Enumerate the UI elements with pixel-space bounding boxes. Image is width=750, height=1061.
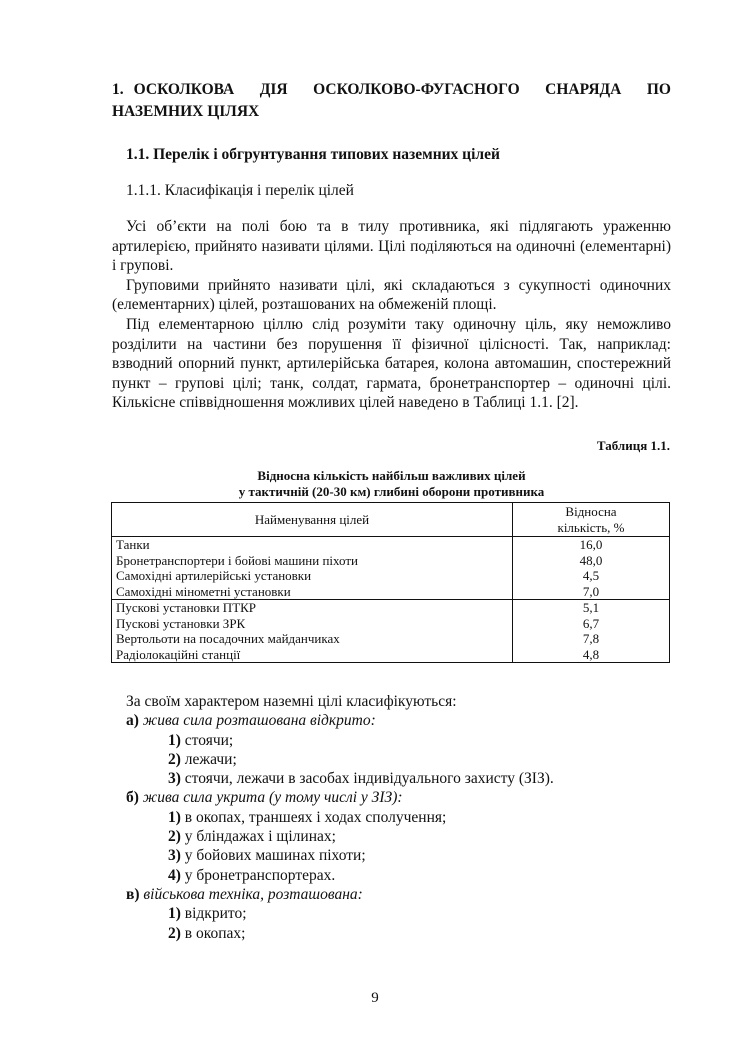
- target-name: Вертольоти на посадочних майданчиках: [112, 631, 513, 647]
- subsection-title: 1.1.1. Класифікація і перелік цілей: [126, 182, 354, 199]
- target-name: Пускові установки ПТКР: [112, 600, 513, 616]
- header-relative-quantity: [513, 503, 670, 537]
- list-marker: 4): [168, 866, 181, 884]
- list-marker: а): [126, 712, 139, 730]
- list-item: [126, 711, 671, 730]
- list-group-title: жива сила укрита (у тому числі у ЗІЗ):: [142, 789, 403, 807]
- list-item: [168, 866, 671, 885]
- list-item: [168, 731, 671, 750]
- target-value: 48,0: [513, 553, 670, 569]
- paragraph: Груповими прийнято називати цілі, які складаються з сукупності одиночних (елементарних) цілей, розташованих на обмеженій площі.: [112, 276, 671, 314]
- table-row: [112, 647, 670, 663]
- list-marker: 1): [168, 808, 181, 826]
- body-text: [112, 217, 671, 413]
- list-marker: 3): [168, 770, 181, 788]
- table-row: [112, 616, 670, 632]
- table-row: [112, 537, 670, 553]
- list-marker: 3): [168, 847, 181, 865]
- table-header-row: [112, 503, 670, 537]
- table-row: [112, 553, 670, 569]
- target-value: 4,8: [513, 647, 670, 663]
- target-name: Самохідні мінометні установки: [112, 584, 513, 600]
- paragraph: Під елементарною ціллю слід розуміти таку одиночну ціль, яку неможливо розділити на частини без порушення її фізичної цілісності. Так, наприклад: взводний опорний пункт, артилерійська батарея, колона автомашин, спостережний пункт – групові цілі; танк, солдат, гармата, бронетранспортер – одиночні цілі. Кількісне співвідношення можливих цілей наведено в Таблиці 1.1. [2].: [112, 315, 671, 412]
- list-marker: в): [126, 885, 140, 903]
- list-group-title: жива сила розташована відкрито:: [142, 712, 376, 730]
- target-value: 16,0: [513, 537, 670, 553]
- list-item: [168, 924, 671, 943]
- list-marker: 1): [168, 905, 181, 923]
- table-row: [112, 584, 670, 600]
- list-item: [168, 827, 671, 846]
- target-value: 7,8: [513, 631, 670, 647]
- list-item-text: в окопах, траншеях і ходах сполучення;: [184, 808, 447, 826]
- target-name: Пускові установки ЗРК: [112, 616, 513, 632]
- list-item: [168, 904, 671, 923]
- list-item: [126, 885, 671, 904]
- list-item: [126, 788, 671, 807]
- list-item-text: в окопах;: [184, 924, 246, 942]
- chapter-title: [112, 79, 671, 123]
- list-item: [168, 846, 671, 865]
- list-item-text: у бойових машинах піхоти;: [184, 847, 366, 865]
- table-row: [112, 600, 670, 616]
- target-name: Самохідні артилерійські установки: [112, 568, 513, 584]
- list-item-text: лежачи;: [184, 750, 237, 768]
- classification-intro: За своїм характером наземні цілі класифікуються:: [126, 693, 457, 710]
- table-row: [112, 631, 670, 647]
- list-marker: 2): [168, 828, 181, 846]
- target-name: Танки: [112, 537, 513, 553]
- header-target-name: Найменування цілей: [112, 503, 513, 537]
- classification-list: [126, 692, 671, 943]
- chapter-title-text: ОСКОЛКОВА ДІЯ ОСКОЛКОВО-ФУГАСНОГО СНАРЯДА ПО НАЗЕМНИХ ЦІЛЯХ: [112, 81, 671, 120]
- list-item-text: відкрито;: [184, 905, 247, 923]
- target-name: Бронетранспортери і бойові машини піхоти: [112, 553, 513, 569]
- paragraph: Усі об’єкти на полі бою та в тилу противника, які підлягають ураженню артилерією, прийнято називати цілями. Цілі поділяються на одиночні (елементарні) і групові.: [112, 218, 671, 275]
- list-marker: б): [126, 789, 139, 807]
- header-value-line: кількість, %: [557, 519, 625, 535]
- list-item: [168, 750, 671, 769]
- list-group-title: військова техніка, розташована:: [143, 885, 363, 903]
- target-value: 6,7: [513, 616, 670, 632]
- list-item: [168, 808, 671, 827]
- table-caption-line: Відносна кількість найбільш важливих цілей: [257, 468, 526, 483]
- table-caption-line: у тактичній (20-30 км) глибині оборони противника: [238, 484, 545, 499]
- list-marker: 2): [168, 924, 181, 942]
- list-item-text: стоячи, лежачи в засобах індивідуального захисту (ЗІЗ).: [184, 770, 554, 788]
- targets-table: [111, 502, 670, 663]
- table-caption: [112, 468, 671, 500]
- list-marker: 1): [168, 731, 181, 749]
- table-label: Таблиця 1.1.: [596, 438, 670, 453]
- target-name: Радіолокаційні станції: [112, 647, 513, 663]
- target-value: 4,5: [513, 568, 670, 584]
- header-value-line: Відносна: [565, 504, 617, 519]
- list-marker: 2): [168, 750, 181, 768]
- list-item-text: у бронетранспортерах.: [184, 866, 336, 884]
- target-value: 5,1: [513, 600, 670, 616]
- chapter-number: 1.: [112, 81, 124, 98]
- page-number: 9: [371, 990, 379, 1006]
- section-title: 1.1. Перелік і обгрунтування типових наземних цілей: [126, 146, 500, 163]
- list-item-text: стоячи;: [184, 731, 234, 749]
- list-item: [168, 769, 671, 788]
- table-row: [112, 568, 670, 584]
- list-item-text: у бліндажах і щілинах;: [184, 828, 336, 846]
- target-value: 7,0: [513, 584, 670, 600]
